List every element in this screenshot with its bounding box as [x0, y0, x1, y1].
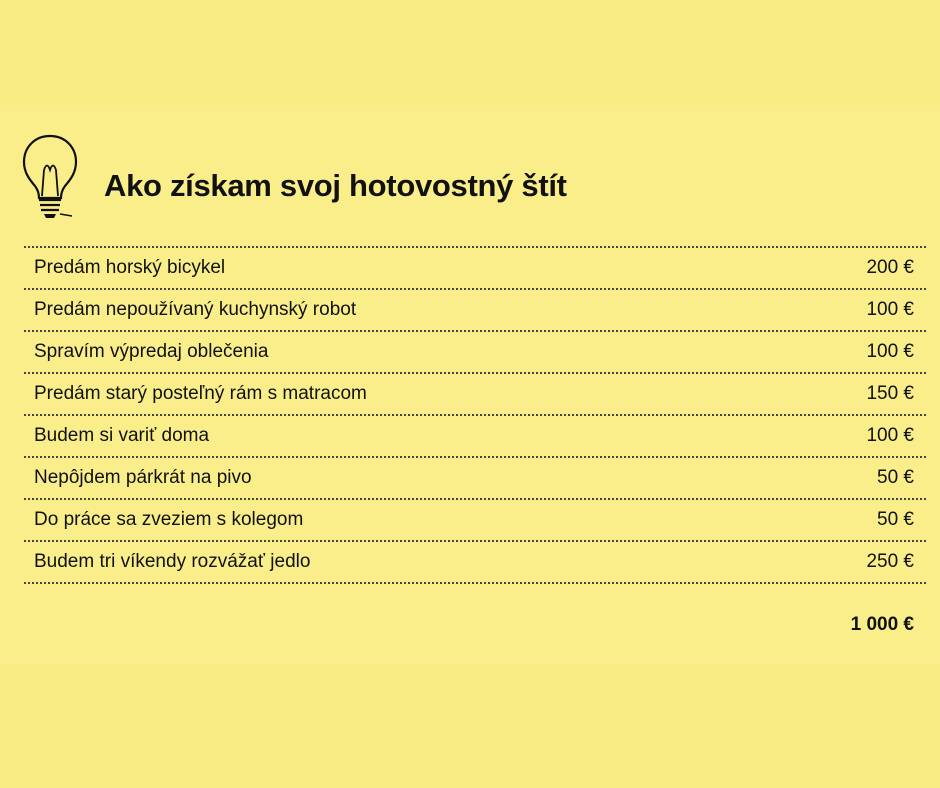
table-row	[24, 500, 926, 542]
header	[20, 130, 920, 220]
savings-table	[24, 246, 926, 584]
row-amount: 200 €	[866, 257, 914, 278]
row-amount: 100 €	[866, 299, 914, 320]
row-label: Predám nepoužívaný kuchynský robot	[34, 299, 357, 320]
table-row	[24, 290, 926, 332]
row-amount: 150 €	[866, 383, 914, 404]
row-amount: 100 €	[866, 341, 914, 362]
table-row	[24, 248, 926, 290]
row-label: Spravím výpredaj oblečenia	[34, 341, 269, 362]
row-amount: 100 €	[866, 425, 914, 446]
row-label: Budem si variť doma	[34, 425, 210, 446]
lightbulb-icon	[20, 130, 80, 220]
table-row	[24, 458, 926, 500]
row-amount: 50 €	[877, 509, 914, 530]
row-amount: 50 €	[877, 467, 914, 488]
table-row	[24, 542, 926, 584]
table-row	[24, 374, 926, 416]
page-title: Ako získam svoj hotovostný štít	[104, 168, 567, 203]
table-row	[24, 332, 926, 374]
table-row	[24, 416, 926, 458]
row-label: Do práce sa zveziem s kolegom	[34, 509, 304, 530]
row-label: Budem tri víkendy rozvážať jedlo	[34, 551, 311, 572]
row-label: Predám starý posteľný rám s matracom	[34, 383, 367, 404]
total-amount: 1 000 €	[850, 614, 914, 635]
row-label: Nepôjdem párkrát na pivo	[34, 467, 252, 488]
row-label: Predám horský bicykel	[34, 257, 226, 278]
row-amount: 250 €	[866, 551, 914, 572]
